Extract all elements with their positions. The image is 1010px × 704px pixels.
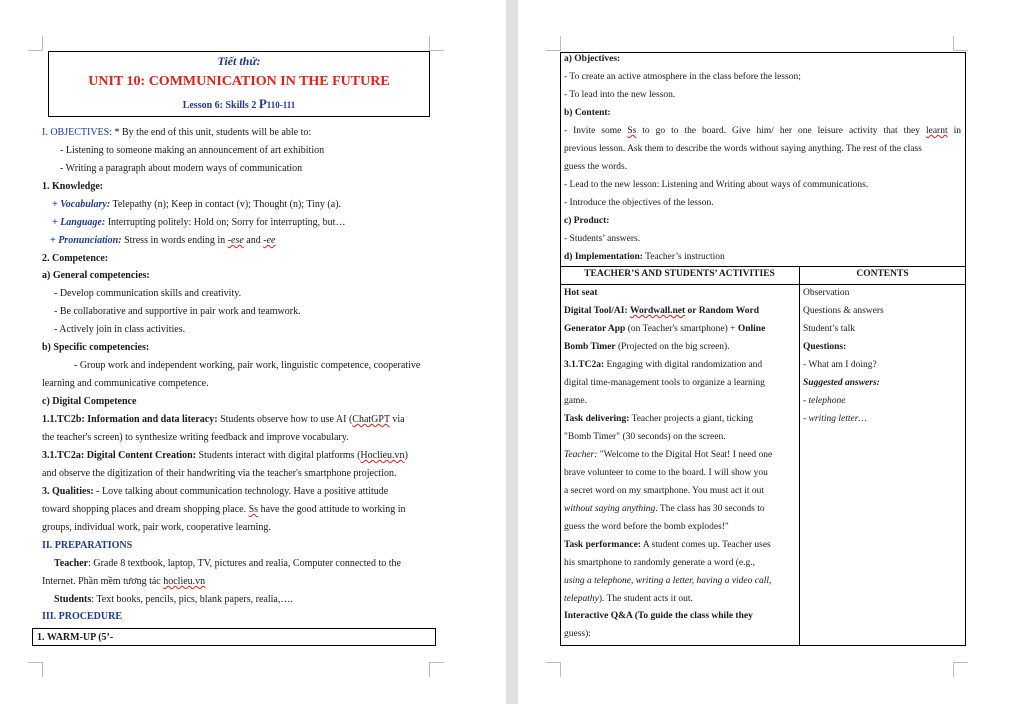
specific-competencies-heading: b) Specific competencies: (42, 342, 150, 353)
tc2a-line: and observe the digitization of their handwriting via the teacher's smartphone projection. (42, 468, 397, 479)
content-line: - Invite some Ss to go to the board. Give him/ her one leisure activity that they learnt in (564, 126, 961, 136)
hot-seat-title: Hot seat (564, 288, 598, 298)
teacher-prep-line: Teacher: Grade 8 textbook, laptop, TV, pictures and realia, Computer connected to the (54, 558, 401, 569)
general-item: - Develop communication skills and creativity. (54, 288, 242, 299)
tc2a-line: digital time-management tools to organize a learning (564, 378, 765, 388)
teacher-quote-line: brave volunteer to come to the board. I will show you (564, 468, 768, 478)
objectives-heading: a) Objectives: (564, 54, 621, 64)
tc2a-line: game. (564, 396, 587, 406)
task-delivering-line: "Bomb Timer" (30 seconds) on the screen. (564, 432, 726, 442)
preparations-heading: II. PREPARATIONS (42, 540, 133, 551)
contents-item: - What am I doing? (803, 360, 877, 370)
specific-line: learning and communicative competence. (42, 378, 209, 389)
product-heading: c) Product: (564, 216, 610, 226)
contents-column-header: CONTENTS (856, 269, 909, 279)
contents-item: Questions & answers (803, 306, 884, 316)
table-column-divider (799, 266, 800, 646)
competence-heading: 2. Competence: (42, 253, 109, 264)
language-line: + Language: Interrupting politely: Hold on; Sorry for interrupting, but… (52, 217, 346, 228)
teacher-quote-line: without saying anything. The class has 30 seconds to (564, 504, 765, 514)
lesson-subtitle: Lesson 6: Skills 2 P110-111 (182, 96, 296, 111)
specific-line: - Group work and independent working, pair work, linguistic competence, cooperative (74, 360, 421, 371)
task-performance-line: using a telephone, writing a letter, having a video call, (564, 576, 772, 586)
knowledge-heading: 1. Knowledge: (42, 181, 104, 192)
digital-tool-line: Generator App (on Teacher's smartphone) + Online (564, 324, 766, 334)
content-line: - Introduce the objectives of the lesson. (564, 198, 714, 208)
objective-item: - To lead into the new lesson. (564, 90, 676, 100)
contents-item: Questions: (803, 342, 847, 352)
page-corner-mark (429, 36, 444, 51)
objectives-heading: I. OBJECTIVES (42, 127, 110, 138)
period-label: Tiết thứ: (217, 54, 261, 68)
interactive-qa-line: guess): (564, 629, 591, 639)
objective-item: - To create an active atmosphere in the class before the lesson; (564, 72, 801, 82)
task-performance-line: telepathy). The student acts it out. (564, 594, 693, 604)
procedure-heading: III. PROCEDURE (42, 611, 123, 622)
table-row-divider (560, 284, 966, 285)
qualities-line: 3. Qualities: - Love talking about communication technology. Have a positive attitude (42, 486, 389, 497)
objective-item: - Listening to someone making an announcement of art exhibition (60, 145, 325, 156)
teacher-quote-line: Teacher: "Welcome to the Digital Hot Seat! I need one (564, 450, 773, 460)
page-corner-mark (28, 662, 43, 677)
tc2a-line: 3.1.TC2a: Engaging with digital randomization and (564, 360, 763, 370)
content-line: guess the words. (564, 162, 628, 172)
lesson-title-box (48, 51, 430, 117)
tc2b-line: the teacher's screen) to synthesize writing feedback and improve vocabulary. (42, 432, 349, 443)
teacher-quote-line: guess the word before the bomb explodes!" (564, 522, 729, 532)
objectives-line: I. OBJECTIVES: * By the end of this unit, students will be able to: (42, 127, 312, 138)
objective-item: - Writing a paragraph about modern ways of communication (60, 163, 303, 174)
activities-column-header: TEACHER’S AND STUDENTS’ ACTIVITIES (584, 269, 775, 279)
pronunciation-line: + Pronunciation: Stress in words ending in -ese and -ee (50, 235, 276, 246)
teacher-quote-line: a secret word on my smartphone. You must act it out (564, 486, 765, 496)
contents-item: Observation (803, 288, 850, 298)
contents-item: Suggested answers: (803, 378, 880, 388)
page-corner-mark (546, 36, 561, 51)
qualities-line: groups, individual work, pair work, cooperative learning. (42, 522, 271, 533)
interactive-qa-line: Interactive Q&A (To guide the class while they (564, 611, 753, 621)
task-performance-line: Task performance: A student comes up. Teacher uses (564, 540, 771, 550)
digital-tool-line: Digital Tool/AI: Wordwall.net or Random Word (564, 306, 759, 316)
unit-title: UNIT 10: COMMUNICATION IN THE FUTURE (88, 74, 390, 89)
vocabulary-line: + Vocabulary: Telepathy (n); Keep in contact (v); Thought (n); Tiny (a). (52, 199, 342, 210)
table-row-divider (560, 266, 966, 267)
implementation-line: d) Implementation: Teacher’s instruction (564, 252, 725, 262)
page-corner-mark (953, 662, 968, 677)
digital-competence-heading: c) Digital Competence (42, 396, 137, 407)
tc2b-line: 1.1.TC2b: Information and data literacy: Students observe how to use AI (ChatGPT via (42, 414, 405, 425)
product-text: - Students’ answers. (564, 234, 641, 244)
contents-item: - telephone (803, 396, 846, 406)
general-competencies-heading: a) General competencies: (42, 270, 150, 281)
general-item: - Be collaborative and supportive in pair work and teamwork. (54, 306, 301, 317)
teacher-prep-line: Internet. Phần mềm tương tác hoclieu.vn (42, 576, 206, 587)
tc2a-line: 3.1.TC2a: Digital Content Creation: Students interact with digital platforms (Hoclieu.vn) (42, 450, 408, 461)
task-delivering-line: Task delivering: Teacher projects a giant, ticking (564, 414, 754, 424)
content-line: previous lesson. Ask them to describe the words without saying anything. The rest of the class (564, 144, 922, 154)
content-heading: b) Content: (564, 108, 611, 118)
contents-item: Student’s talk (803, 324, 855, 334)
page-gap (506, 0, 518, 704)
content-line: - Lead to the new lesson: Listening and Writing about ways of communications. (564, 180, 869, 190)
general-item: - Actively join in class activities. (54, 324, 186, 335)
page-corner-mark (28, 36, 43, 51)
contents-item: - writing letter… (803, 414, 867, 424)
students-prep-line: Students: Text books, pencils, pics, blank papers, realia,…. (54, 594, 293, 605)
qualities-line: toward shopping places and dream shopping place. Ss have the good attitude to working in (42, 504, 406, 515)
task-performance-line: his smartphone to randomly generate a word (e.g., (564, 558, 755, 568)
page-corner-mark (546, 662, 561, 677)
page-corner-mark (429, 662, 444, 677)
digital-tool-line: Bomb Timer (Projected on the big screen). (564, 342, 730, 352)
warmup-heading: 1. WARM-UP (5’- (32, 628, 436, 646)
page-corner-mark (953, 36, 968, 51)
